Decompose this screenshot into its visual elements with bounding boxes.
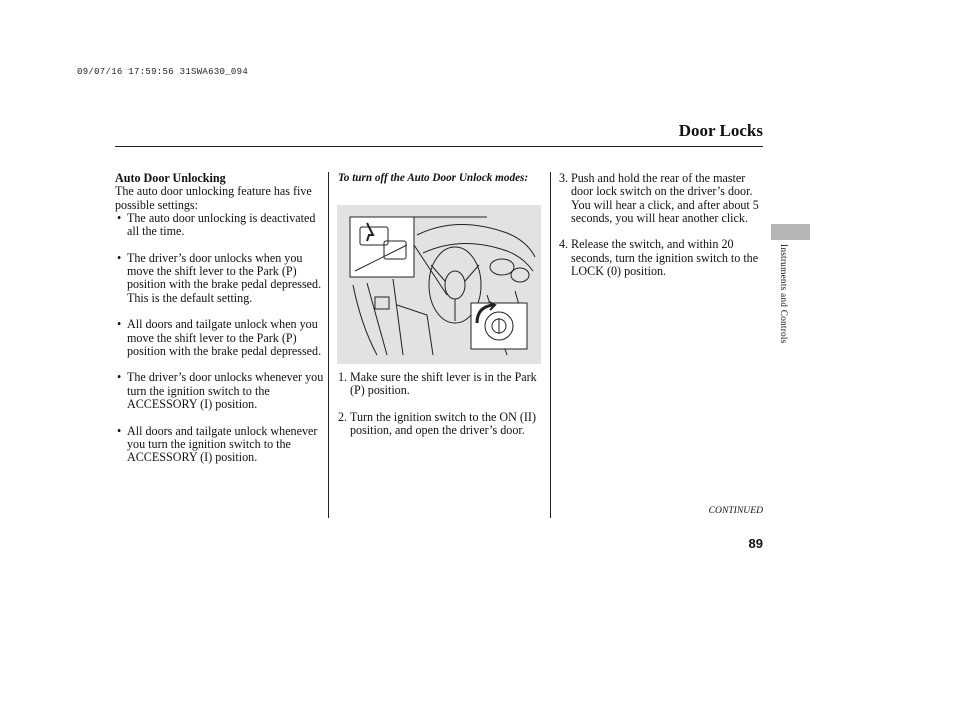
header-rule (115, 146, 763, 147)
section-heading: Auto Door Unlocking (115, 171, 226, 185)
steps-list-2 (559, 172, 763, 278)
list-item (338, 411, 542, 438)
middle-column (338, 172, 542, 185)
section-tab-label: Instruments and Controls (778, 244, 788, 344)
step-number: 1. (338, 370, 348, 384)
list-item: • All doors and tailgate unlock when you move the shift lever to the Park (P) position with the brake pedal depressed. (115, 318, 325, 358)
list-item (338, 371, 542, 398)
step-text: Release the switch, and within 20 seconds, turn the ignition switch to the LOCK (0) position. (571, 237, 759, 279)
default-note: This is the default setting. (127, 290, 253, 305)
continued-label: CONTINUED (708, 505, 763, 516)
list-item: • The driver’s door unlocks when you move the shift lever to the Park (P) position with the brake pedal depressed. (115, 252, 325, 292)
intro-text: The auto door unlocking feature has five possible settings: (115, 184, 312, 212)
column-divider-left (328, 172, 329, 518)
dashboard-drawing (337, 205, 541, 364)
list-item (559, 238, 763, 278)
list-item: • All doors and tailgate unlock whenever you turn the ignition switch to the ACCESSORY (I) position. (115, 425, 325, 465)
list-item (559, 172, 763, 225)
list-item: • The driver’s door unlocks whenever you turn the ignition switch to the ACCESSORY (I) position. (115, 371, 325, 411)
right-column (559, 172, 763, 292)
left-column (115, 172, 325, 478)
page-number: 89 (748, 536, 763, 551)
step-text: Turn the ignition switch to the ON (II) position, and open the driver’s door. (350, 409, 536, 438)
page-title: Door Locks (678, 121, 763, 140)
steps-list-1 (338, 371, 542, 437)
settings-list (115, 212, 325, 465)
step-number: 4. (559, 237, 569, 252)
middle-steps (338, 371, 542, 451)
instructions-subheading: To turn off the Auto Door Unlock modes: (338, 172, 529, 184)
section-tab (771, 224, 810, 240)
step-text: Make sure the shift lever is in the Park (P) position. (350, 370, 537, 398)
step-number: 2. (338, 409, 348, 424)
step-text: Push and hold the rear of the master door lock switch on the driver’s door. You will hear a click, and after about 5 seconds, you will hear another click. (571, 171, 759, 225)
print-timestamp: 09/07/16 17:59:56 31SWA630_094 (77, 67, 249, 77)
step-number: 3. (559, 171, 569, 185)
column-divider-right (550, 172, 551, 518)
dashboard-illustration (337, 205, 541, 364)
list-item: • The auto door unlocking is deactivated all the time. (115, 212, 325, 239)
